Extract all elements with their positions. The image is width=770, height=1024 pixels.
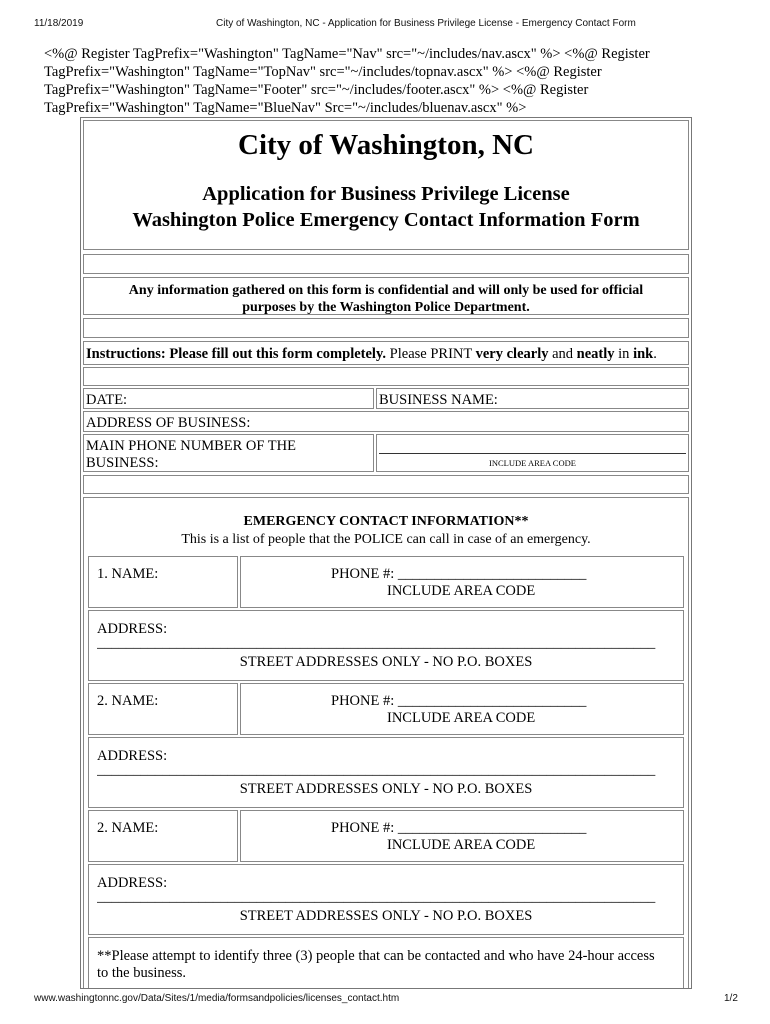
contact-2-area-code-note: INCLUDE AREA CODE xyxy=(387,710,536,726)
emergency-subtitle: This is a list of people that the POLICE can call in case of an emergency. xyxy=(181,532,591,547)
contact-2-address-label: ADDRESS: xyxy=(97,748,168,764)
main-phone-label-line-1: MAIN PHONE NUMBER OF THE xyxy=(86,438,296,454)
instructions-print: Please PRINT xyxy=(386,346,476,362)
contact-1-address-field[interactable] xyxy=(88,610,684,681)
access-note-line-2: to the business. xyxy=(97,965,187,981)
instructions-text xyxy=(86,346,657,363)
main-phone-field[interactable] xyxy=(376,434,689,472)
emergency-header-cell xyxy=(88,502,684,554)
page-number: 1/2 xyxy=(724,993,738,1004)
confidential-notice xyxy=(84,282,688,316)
contact-3-phone-field[interactable] xyxy=(240,810,684,862)
business-name-field[interactable] xyxy=(376,388,689,409)
business-name-label: BUSINESS NAME: xyxy=(379,392,498,408)
access-note-line-1: **Please attempt to identify three (3) people that can be contacted and who have 24-hour access xyxy=(97,948,655,964)
contact-2-address-field[interactable] xyxy=(88,737,684,808)
instructions-neatly: neatly xyxy=(576,346,615,362)
spacer-row xyxy=(83,318,689,338)
access-note-cell xyxy=(88,937,684,989)
subtitle-line-2: Washington Police Emergency Contact Information Form xyxy=(132,209,640,231)
contact-2-phone-label: PHONE #: __________________________ xyxy=(331,693,587,709)
emergency-title: EMERGENCY CONTACT INFORMATION** xyxy=(243,514,529,529)
access-note xyxy=(97,948,655,982)
instructions-in: in xyxy=(614,346,634,362)
confidential-block xyxy=(83,277,689,315)
date-label: DATE: xyxy=(86,392,128,408)
contact-3-name-label: 2. NAME: xyxy=(97,820,159,836)
contact-3-address-field[interactable] xyxy=(88,864,684,935)
contact-2-name-label: 2. NAME: xyxy=(97,693,159,709)
contact-3-street-note: STREET ADDRESSES ONLY - NO P.O. BOXES xyxy=(239,908,533,924)
raw-code-text: <%@ Register TagPrefix="Washington" TagName="Nav" src="~/includes/nav.ascx" %> <%@ Register TagPrefix="Washington" TagName="TopNav" src="~/includes/topnav.ascx" %> <%@ Register TagPrefix="Washington" TagName="Footer" src="~/includes/footer.ascx" %> <%@ Register TagPrefix="Washington" TagName="BlueNav" Src="~/includes/bluenav.ascx" %> xyxy=(44,46,650,116)
date-field[interactable] xyxy=(83,388,374,409)
instructions-clearly: very clearly xyxy=(475,346,549,362)
instructions-bold: Instructions: Please fill out this form completely. xyxy=(86,346,387,362)
contact-2-street-note: STREET ADDRESSES ONLY - NO P.O. BOXES xyxy=(239,781,533,797)
contact-1-name-label: 1. NAME: xyxy=(97,566,159,582)
confidential-line-2: purposes by the Washington Police Department. xyxy=(242,300,530,315)
confidential-line-1: Any information gathered on this form is confidential and will only be used for official xyxy=(128,283,644,298)
contact-1-address-label: ADDRESS: xyxy=(97,621,168,637)
contact-3-area-code-note: INCLUDE AREA CODE xyxy=(387,837,536,853)
instructions-block xyxy=(83,341,689,365)
contact-1-phone-field[interactable] xyxy=(240,556,684,608)
include-area-code-note: INCLUDE AREA CODE xyxy=(489,458,576,468)
form-subtitle xyxy=(84,181,688,233)
instructions-end: . xyxy=(653,346,657,362)
contact-1-phone-label: PHONE #: __________________________ xyxy=(331,566,587,582)
contact-3-name-field[interactable] xyxy=(88,810,238,862)
contact-1-street-note: STREET ADDRESSES ONLY - NO P.O. BOXES xyxy=(239,654,533,670)
print-date: 11/18/2019 xyxy=(34,18,84,29)
contact-3-address-line: _____________________________________________________________________________ xyxy=(97,889,656,905)
main-phone-label-cell xyxy=(83,434,374,472)
form-frame xyxy=(80,117,692,989)
contact-2-name-field[interactable] xyxy=(88,683,238,735)
contact-3-address-label: ADDRESS: xyxy=(97,875,168,891)
main-phone-label xyxy=(86,438,296,472)
contact-2-address-line: _____________________________________________________________________________ xyxy=(97,762,656,778)
instructions-ink: ink xyxy=(633,346,654,362)
title-block xyxy=(83,120,689,250)
business-address-field[interactable] xyxy=(83,411,689,432)
contact-1-address-line: _____________________________________________________________________________ xyxy=(97,635,656,651)
contact-1-name-field[interactable] xyxy=(88,556,238,608)
print-page-title: City of Washington, NC - Application for Business Privilege License - Emergency Contact Form xyxy=(216,18,636,29)
print-url: www.washingtonnc.gov/Data/Sites/1/media/formsandpolicies/licenses_contact.htm xyxy=(34,993,400,1004)
spacer-row xyxy=(83,254,689,274)
spacer-row xyxy=(83,367,689,386)
contact-2-phone-field[interactable] xyxy=(240,683,684,735)
contact-3-phone-label: PHONE #: __________________________ xyxy=(331,820,587,836)
main-phone-underline xyxy=(379,453,686,454)
emergency-contact-section xyxy=(83,497,689,989)
main-phone-label-line-2: BUSINESS: xyxy=(86,455,159,471)
contact-1-area-code-note: INCLUDE AREA CODE xyxy=(387,583,536,599)
business-address-label: ADDRESS OF BUSINESS: xyxy=(86,415,251,431)
instructions-and: and xyxy=(548,346,577,362)
subtitle-line-1: Application for Business Privilege License xyxy=(202,183,570,205)
spacer-row xyxy=(83,475,689,494)
city-title: City of Washington, NC xyxy=(238,129,534,161)
